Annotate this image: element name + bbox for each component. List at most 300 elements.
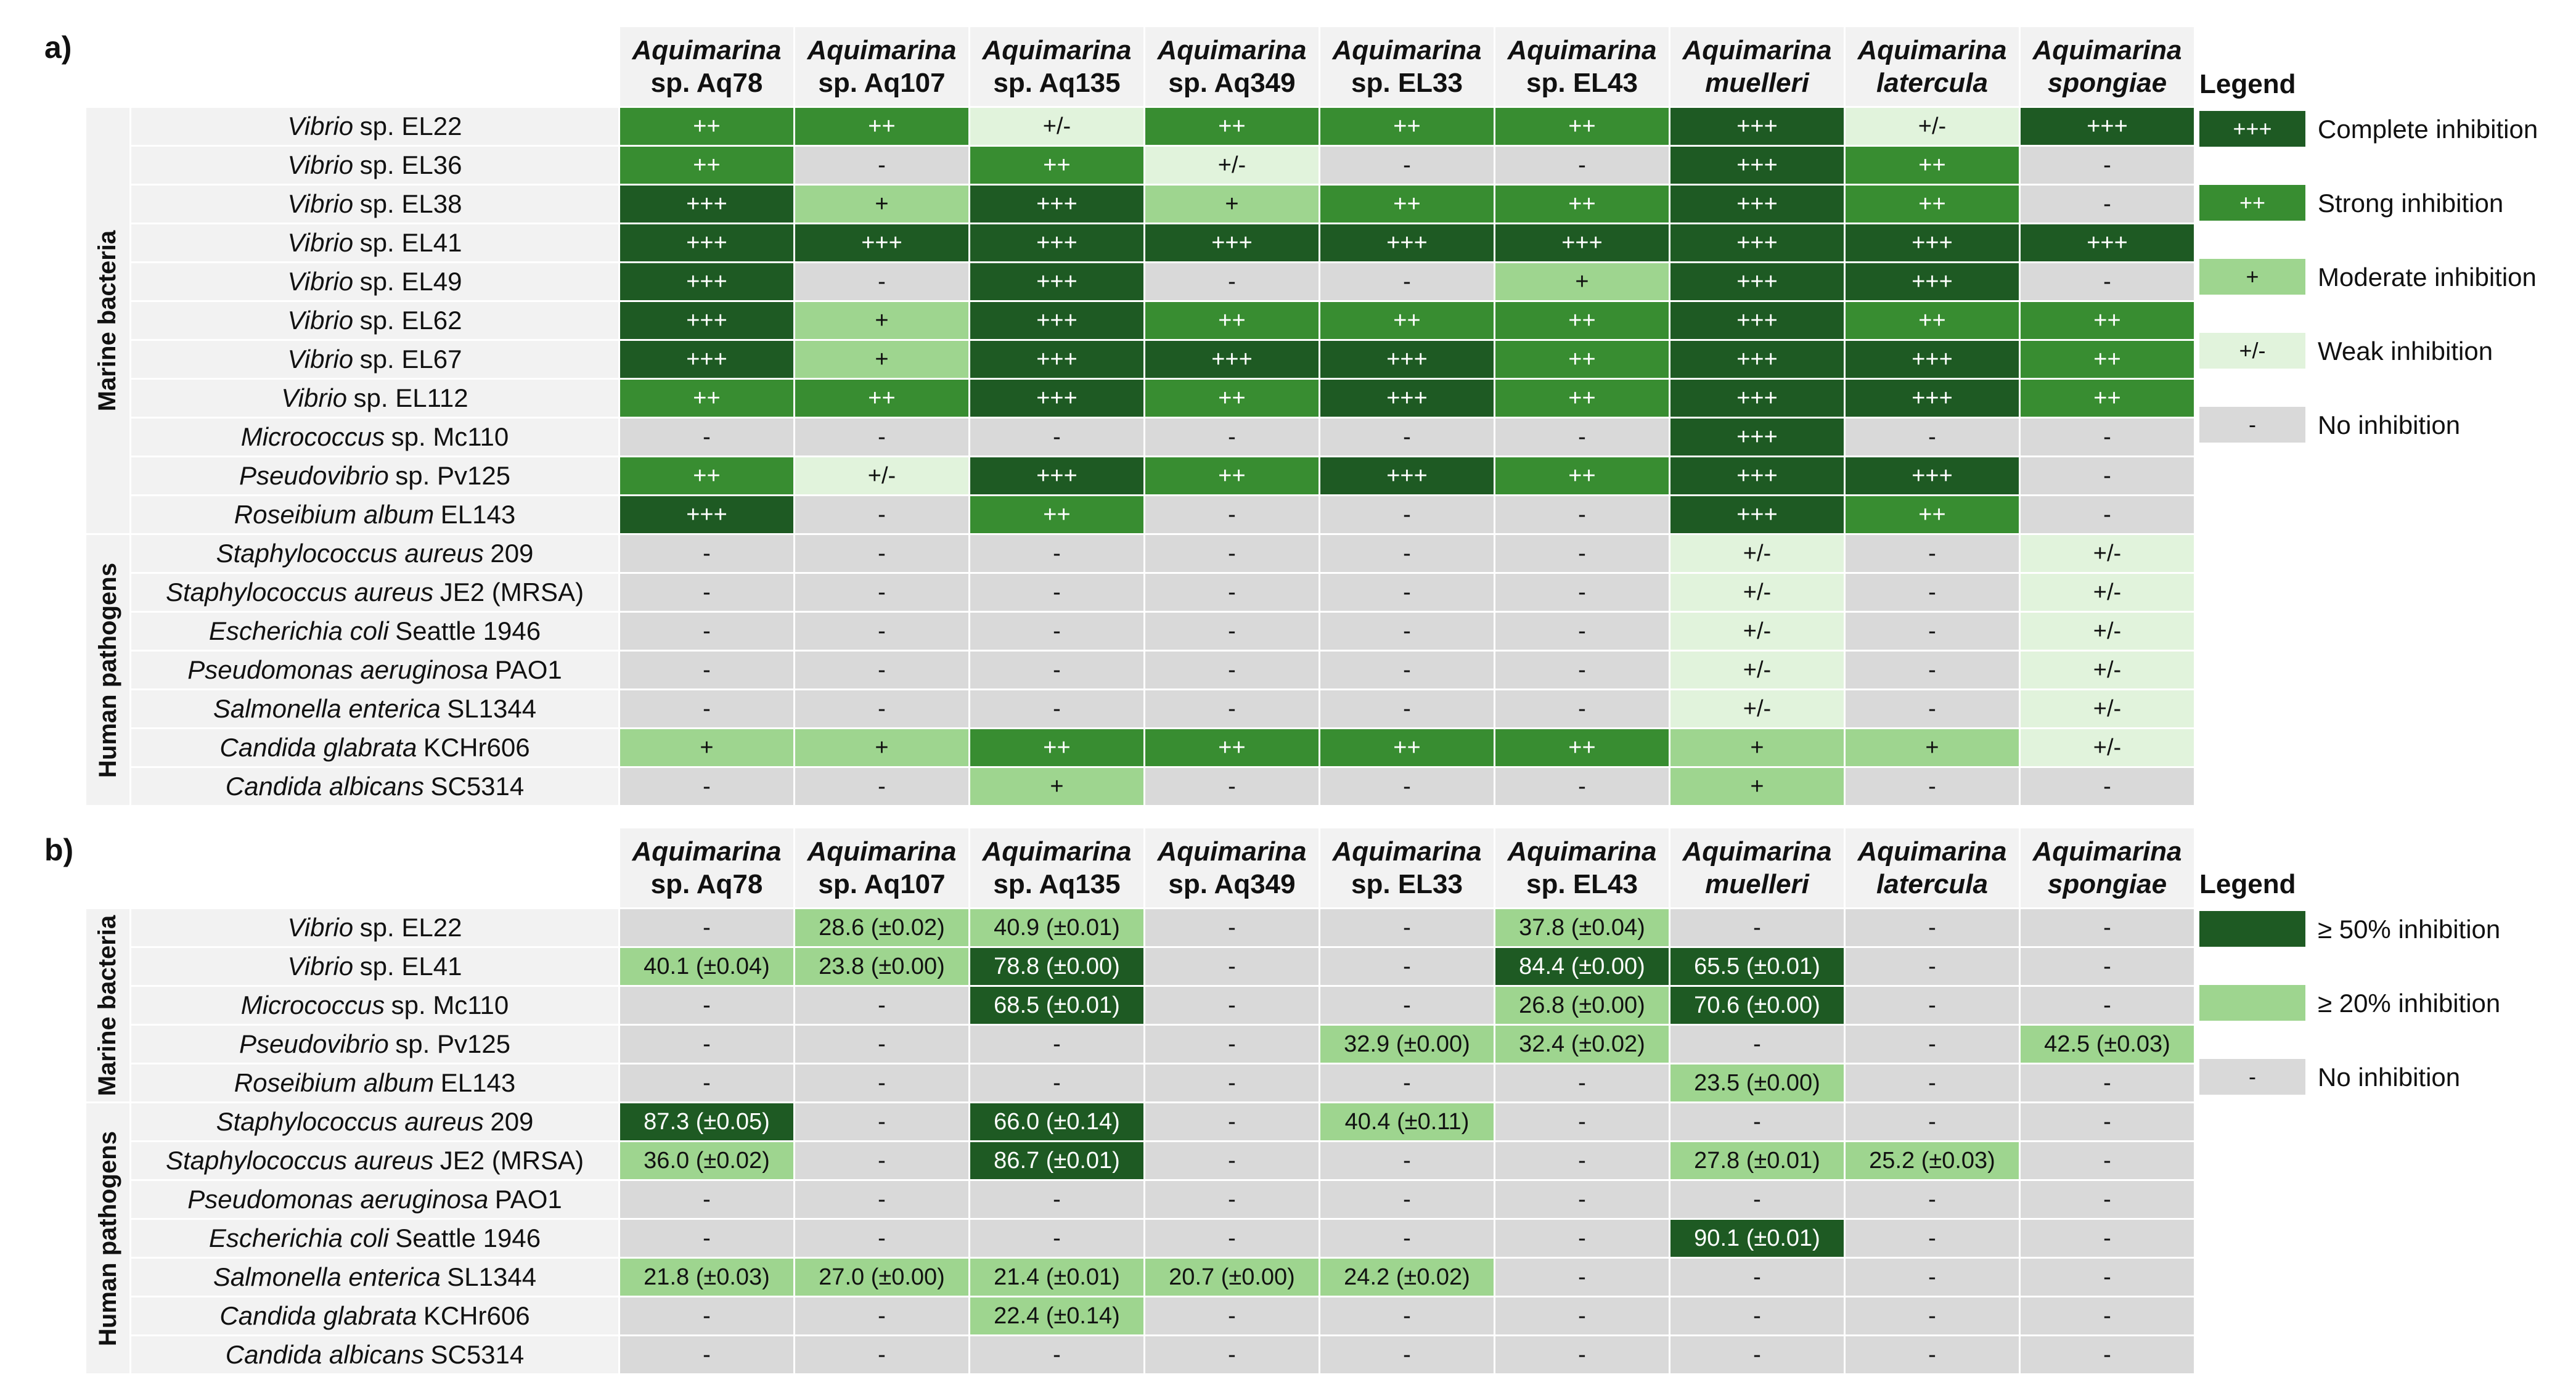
inhibition-cell: +++ <box>2021 224 2194 261</box>
inhibition-cell: - <box>2021 186 2194 223</box>
inhibition-cell: +/- <box>2021 613 2194 650</box>
row-label <box>131 948 618 985</box>
inhibition-cell: - <box>970 1336 1143 1373</box>
legend-item <box>2199 259 2537 297</box>
inhibition-cell: - <box>1495 1259 1669 1296</box>
legend-item <box>2199 407 2461 445</box>
inhibition-cell: - <box>795 987 968 1024</box>
inhibition-cell: - <box>1320 1220 1494 1257</box>
column-species: sp. EL33 <box>1351 68 1463 98</box>
inhibition-cell: +++ <box>1670 224 1844 261</box>
inhibition-cell: - <box>970 419 1143 456</box>
inhibition-cell: ++ <box>1846 147 2019 184</box>
strain-name: sp. EL41 <box>359 228 462 257</box>
legend-text: No inhibition <box>2318 1063 2461 1092</box>
organism-name: Pseudomonas aeruginosa <box>187 655 489 684</box>
inhibition-cell: +/- <box>1670 535 1844 572</box>
inhibition-cell: ++ <box>1495 380 1669 417</box>
inhibition-cell: - <box>1846 690 2019 727</box>
inhibition-cell: - <box>2021 1297 2194 1334</box>
organism-name: Pseudomonas aeruginosa <box>187 1185 489 1214</box>
inhibition-cell: - <box>795 768 968 805</box>
inhibition-cell: - <box>2021 1336 2194 1373</box>
inhibition-cell: - <box>2021 1181 2194 1218</box>
panel-a-legend <box>2199 69 2538 481</box>
legend-text: Moderate inhibition <box>2318 263 2537 292</box>
column-species: spongiae <box>2047 68 2167 98</box>
inhibition-cell: - <box>1846 1259 2019 1296</box>
inhibition-cell: 42.5 (±0.03) <box>2021 1026 2194 1063</box>
column-header <box>1670 828 1844 907</box>
legend-swatch: +++ <box>2199 111 2305 147</box>
inhibition-cell: 36.0 (±0.02) <box>620 1142 793 1179</box>
inhibition-cell: - <box>795 690 968 727</box>
inhibition-cell: - <box>1495 1103 1669 1140</box>
organism-name: Vibrio <box>287 913 354 942</box>
inhibition-cell: +++ <box>1670 263 1844 300</box>
inhibition-cell: - <box>1320 1064 1494 1101</box>
inhibition-cell: - <box>2021 1064 2194 1101</box>
inhibition-cell: +++ <box>1670 302 1844 339</box>
inhibition-cell: - <box>620 1064 793 1101</box>
inhibition-cell: - <box>795 1181 968 1218</box>
inhibition-cell: - <box>1320 1297 1494 1334</box>
row-label <box>131 909 618 946</box>
legend-item <box>2199 111 2538 149</box>
column-species: muelleri <box>1705 869 1809 899</box>
inhibition-cell: - <box>1320 419 1494 456</box>
inhibition-cell: - <box>1320 574 1494 611</box>
group-label-text: Human pathogens <box>94 1130 121 1346</box>
inhibition-cell: + <box>1670 729 1844 766</box>
legend-item <box>2199 1059 2461 1097</box>
inhibition-cell: 21.4 (±0.01) <box>970 1259 1143 1296</box>
inhibition-cell: - <box>970 652 1143 688</box>
inhibition-cell: +++ <box>1846 224 2019 261</box>
row-label <box>131 302 618 339</box>
inhibition-cell: 23.8 (±0.00) <box>795 948 968 985</box>
inhibition-cell: - <box>1495 574 1669 611</box>
inhibition-cell: ++ <box>970 729 1143 766</box>
inhibition-cell: - <box>1846 535 2019 572</box>
inhibition-cell: - <box>970 574 1143 611</box>
inhibition-cell: - <box>795 496 968 533</box>
organism-name: Micrococcus <box>240 422 385 451</box>
legend-title: Legend <box>2199 869 2296 899</box>
inhibition-cell: ++ <box>2021 302 2194 339</box>
inhibition-cell: - <box>1495 1297 1669 1334</box>
inhibition-cell: 66.0 (±0.14) <box>970 1103 1143 1140</box>
inhibition-cell: ++ <box>1495 302 1669 339</box>
inhibition-cell: + <box>795 302 968 339</box>
inhibition-cell: 24.2 (±0.02) <box>1320 1259 1494 1296</box>
inhibition-cell: - <box>1320 496 1494 533</box>
group-label <box>86 535 129 805</box>
strain-name: Seattle 1946 <box>395 1224 541 1252</box>
strain-name: sp. EL22 <box>359 112 462 141</box>
inhibition-cell: - <box>1320 535 1494 572</box>
inhibition-cell: 84.4 (±0.00) <box>1495 948 1669 985</box>
panel-b-table <box>131 828 2194 1373</box>
column-genus: Aquimarina <box>982 35 1132 65</box>
legend-item <box>2199 911 2501 949</box>
inhibition-cell: 20.7 (±0.00) <box>1145 1259 1319 1296</box>
inhibition-cell: - <box>2021 909 2194 946</box>
inhibition-cell: - <box>1145 1336 1319 1373</box>
column-genus: Aquimarina <box>2032 836 2182 867</box>
inhibition-cell: - <box>1670 1259 1844 1296</box>
inhibition-cell: - <box>1670 1181 1844 1218</box>
legend-text: ≥ 20% inhibition <box>2318 989 2501 1018</box>
column-species: sp. Aq349 <box>1168 68 1296 98</box>
inhibition-cell: +++ <box>1145 224 1319 261</box>
inhibition-cell: - <box>1145 263 1319 300</box>
legend-swatch: ++ <box>2199 185 2305 221</box>
row-label <box>131 1220 618 1257</box>
inhibition-cell: - <box>1670 1026 1844 1063</box>
inhibition-cell: - <box>2021 948 2194 985</box>
column-header <box>620 828 793 907</box>
inhibition-cell: - <box>970 613 1143 650</box>
inhibition-cell: +++ <box>1320 224 1494 261</box>
inhibition-cell: 23.5 (±0.00) <box>1670 1064 1844 1101</box>
column-genus: Aquimarina <box>2032 35 2182 65</box>
strain-name: 209 <box>490 539 534 568</box>
inhibition-cell: - <box>620 1336 793 1373</box>
inhibition-cell: ++ <box>1145 457 1319 494</box>
column-header <box>1846 27 2019 106</box>
inhibition-cell: +++ <box>970 263 1143 300</box>
strain-name: sp. EL38 <box>359 189 462 218</box>
inhibition-cell: - <box>1145 1181 1319 1218</box>
inhibition-cell: ++ <box>795 380 968 417</box>
inhibition-cell: - <box>1145 419 1319 456</box>
inhibition-cell: +++ <box>1846 457 2019 494</box>
inhibition-cell: + <box>1495 263 1669 300</box>
inhibition-cell: ++ <box>2021 380 2194 417</box>
group-label <box>86 108 129 533</box>
inhibition-cell: +/- <box>1670 613 1844 650</box>
strain-name: PAO1 <box>494 655 562 684</box>
strain-name: sp. EL36 <box>359 150 462 179</box>
inhibition-cell: - <box>1846 768 2019 805</box>
inhibition-cell: 90.1 (±0.01) <box>1670 1220 1844 1257</box>
row-label <box>131 380 618 417</box>
row-label <box>131 652 618 688</box>
inhibition-cell: - <box>620 419 793 456</box>
inhibition-cell: 22.4 (±0.14) <box>970 1297 1143 1334</box>
panel-b-legend <box>2199 869 2501 1133</box>
inhibition-cell: - <box>2021 768 2194 805</box>
inhibition-cell: +++ <box>620 263 793 300</box>
inhibition-cell: 26.8 (±0.00) <box>1495 987 1669 1024</box>
inhibition-cell: - <box>795 1220 968 1257</box>
column-header <box>1145 828 1319 907</box>
inhibition-cell: ++ <box>620 108 793 145</box>
inhibition-cell: +++ <box>1320 457 1494 494</box>
column-genus: Aquimarina <box>1157 35 1307 65</box>
inhibition-cell: - <box>1846 948 2019 985</box>
legend-text: ≥ 50% inhibition <box>2318 915 2501 944</box>
inhibition-cell: - <box>1670 909 1844 946</box>
inhibition-cell: - <box>1145 768 1319 805</box>
inhibition-cell: - <box>795 652 968 688</box>
inhibition-cell: - <box>620 690 793 727</box>
inhibition-cell: - <box>1670 1103 1844 1140</box>
column-header <box>2021 828 2194 907</box>
inhibition-cell: + <box>1670 768 1844 805</box>
inhibition-cell: 40.9 (±0.01) <box>970 909 1143 946</box>
column-species: sp. EL33 <box>1351 869 1463 899</box>
inhibition-cell: - <box>795 263 968 300</box>
inhibition-cell: - <box>1495 1064 1669 1101</box>
column-header <box>1320 27 1494 106</box>
organism-name: Staphylococcus aureus <box>216 1107 484 1136</box>
inhibition-cell: +/- <box>795 457 968 494</box>
inhibition-cell: - <box>1320 987 1494 1024</box>
inhibition-cell: 32.4 (±0.02) <box>1495 1026 1669 1063</box>
group-label <box>86 1103 129 1373</box>
strain-name: EL143 <box>440 1068 516 1097</box>
column-header <box>1320 828 1494 907</box>
organism-name: Candida albicans <box>225 772 424 801</box>
inhibition-cell: 68.5 (±0.01) <box>970 987 1143 1024</box>
inhibition-cell: - <box>1320 1142 1494 1179</box>
column-genus: Aquimarina <box>1332 836 1482 867</box>
organism-name: Vibrio <box>287 952 354 981</box>
row-label <box>131 1297 618 1334</box>
inhibition-cell: + <box>795 341 968 378</box>
inhibition-cell: +/- <box>1670 574 1844 611</box>
legend-swatch: + <box>2199 259 2305 295</box>
inhibition-cell: - <box>1495 690 1669 727</box>
inhibition-cell: ++ <box>1320 302 1494 339</box>
inhibition-cell: ++ <box>1846 496 2019 533</box>
inhibition-cell: - <box>2021 263 2194 300</box>
inhibition-cell: 70.6 (±0.00) <box>1670 987 1844 1024</box>
column-genus: Aquimarina <box>1857 836 2007 867</box>
inhibition-cell: - <box>1320 652 1494 688</box>
organism-name: Vibrio <box>287 150 354 179</box>
legend-item <box>2199 185 2504 223</box>
inhibition-cell: 37.8 (±0.04) <box>1495 909 1669 946</box>
inhibition-cell: +++ <box>970 457 1143 494</box>
inhibition-cell: - <box>1495 1181 1669 1218</box>
strain-name: sp. Pv125 <box>395 1029 511 1058</box>
inhibition-cell: 28.6 (±0.02) <box>795 909 968 946</box>
inhibition-cell: - <box>1320 147 1494 184</box>
organism-name: Vibrio <box>287 267 354 296</box>
inhibition-cell: - <box>1495 496 1669 533</box>
inhibition-cell: - <box>1320 1336 1494 1373</box>
inhibition-cell: - <box>795 1026 968 1063</box>
legend-swatch <box>2199 985 2305 1021</box>
inhibition-cell: - <box>2021 1103 2194 1140</box>
inhibition-cell: - <box>2021 457 2194 494</box>
inhibition-cell: +++ <box>1670 457 1844 494</box>
inhibition-cell: - <box>1145 496 1319 533</box>
column-genus: Aquimarina <box>982 836 1132 867</box>
inhibition-cell: - <box>1495 613 1669 650</box>
legend-item <box>2199 333 2493 371</box>
strain-name: Seattle 1946 <box>395 616 541 645</box>
inhibition-cell: +++ <box>970 341 1143 378</box>
inhibition-cell: - <box>1495 1142 1669 1179</box>
inhibition-cell: 27.8 (±0.01) <box>1670 1142 1844 1179</box>
legend-text: Strong inhibition <box>2318 189 2504 218</box>
inhibition-cell: +++ <box>1846 341 2019 378</box>
inhibition-cell: +/- <box>2021 535 2194 572</box>
panel-a-label: a) <box>44 30 72 65</box>
inhibition-cell: - <box>2021 419 2194 456</box>
column-genus: Aquimarina <box>1507 836 1657 867</box>
column-genus: Aquimarina <box>807 836 957 867</box>
strain-name: EL143 <box>440 500 516 529</box>
column-genus: Aquimarina <box>1857 35 2007 65</box>
organism-name: Candida glabrata <box>219 733 417 762</box>
inhibition-cell: - <box>970 1220 1143 1257</box>
row-label <box>131 147 618 184</box>
inhibition-cell: - <box>2021 1220 2194 1257</box>
organism-name: Escherichia coli <box>208 1224 389 1252</box>
inhibition-cell: - <box>620 574 793 611</box>
row-label <box>131 535 618 572</box>
organism-name: Vibrio <box>287 189 354 218</box>
inhibition-cell: - <box>1846 909 2019 946</box>
inhibition-cell: - <box>1145 987 1319 1024</box>
inhibition-cell: 40.1 (±0.04) <box>620 948 793 985</box>
inhibition-cell: ++ <box>1495 341 1669 378</box>
inhibition-cell: - <box>1495 1336 1669 1373</box>
column-species: sp. Aq135 <box>993 68 1121 98</box>
inhibition-cell: +/- <box>2021 574 2194 611</box>
inhibition-cell: - <box>1145 613 1319 650</box>
strain-name: sp. EL22 <box>359 913 462 942</box>
strain-name: SC5314 <box>430 772 525 801</box>
inhibition-cell: +/- <box>2021 652 2194 688</box>
column-header <box>970 27 1143 106</box>
inhibition-cell: - <box>620 1220 793 1257</box>
organism-name: Vibrio <box>287 112 354 141</box>
inhibition-cell: - <box>1846 1297 2019 1334</box>
inhibition-cell: ++ <box>1495 108 1669 145</box>
inhibition-cell: - <box>1320 263 1494 300</box>
inhibition-cell: +++ <box>1670 186 1844 223</box>
column-header <box>795 27 968 106</box>
legend-swatch <box>2199 911 2305 947</box>
inhibition-cell: ++ <box>1495 729 1669 766</box>
inhibition-cell: - <box>1145 1064 1319 1101</box>
inhibition-cell: - <box>620 1026 793 1063</box>
strain-name: SL1344 <box>447 694 537 723</box>
panel-b-label: b) <box>44 833 74 867</box>
column-species: latercula <box>1876 869 1988 899</box>
strain-name: sp. EL112 <box>353 383 468 412</box>
row-label <box>131 1103 618 1140</box>
inhibition-cell: + <box>620 729 793 766</box>
inhibition-cell: - <box>970 1181 1143 1218</box>
table-corner <box>131 828 618 907</box>
inhibition-cell: 65.5 (±0.01) <box>1670 948 1844 985</box>
inhibition-cell: ++ <box>1320 108 1494 145</box>
inhibition-cell: +/- <box>1670 690 1844 727</box>
inhibition-cell: - <box>1145 909 1319 946</box>
inhibition-cell: - <box>795 1103 968 1140</box>
inhibition-cell: 40.4 (±0.11) <box>1320 1103 1494 1140</box>
inhibition-cell: +/- <box>2021 690 2194 727</box>
inhibition-cell: - <box>1320 909 1494 946</box>
inhibition-cell: - <box>1495 419 1669 456</box>
inhibition-cell: - <box>620 652 793 688</box>
strain-name: sp. EL49 <box>359 267 462 296</box>
inhibition-cell: - <box>795 1064 968 1101</box>
column-header <box>1846 828 2019 907</box>
strain-name: sp. Pv125 <box>395 461 511 490</box>
inhibition-cell: - <box>970 690 1143 727</box>
strain-name: sp. EL67 <box>359 345 462 374</box>
inhibition-cell: +++ <box>1320 380 1494 417</box>
organism-name: Micrococcus <box>240 991 385 1019</box>
row-label <box>131 1259 618 1296</box>
inhibition-cell: ++ <box>620 380 793 417</box>
inhibition-cell: ++ <box>1320 729 1494 766</box>
inhibition-cell: - <box>1495 1220 1669 1257</box>
inhibition-cell: - <box>1145 1220 1319 1257</box>
inhibition-cell: +++ <box>1145 341 1319 378</box>
inhibition-cell: +++ <box>1846 263 2019 300</box>
inhibition-cell: - <box>970 1064 1143 1101</box>
inhibition-cell: ++ <box>1846 302 2019 339</box>
inhibition-cell: - <box>795 1336 968 1373</box>
inhibition-cell: - <box>1145 948 1319 985</box>
row-label <box>131 1026 618 1063</box>
inhibition-cell: ++ <box>620 457 793 494</box>
column-genus: Aquimarina <box>1332 35 1482 65</box>
row-label <box>131 1064 618 1101</box>
inhibition-cell: - <box>1846 1181 2019 1218</box>
inhibition-cell: - <box>1495 147 1669 184</box>
group-label-text: Marine bacteria <box>94 230 121 411</box>
strain-name: 209 <box>490 1107 534 1136</box>
column-species: latercula <box>1876 68 1988 98</box>
strain-name: sp. EL62 <box>359 306 462 335</box>
column-genus: Aquimarina <box>632 836 782 867</box>
column-genus: Aquimarina <box>807 35 957 65</box>
inhibition-cell: +++ <box>620 186 793 223</box>
row-label <box>131 613 618 650</box>
column-species: sp. Aq107 <box>818 869 946 899</box>
inhibition-cell: - <box>1320 613 1494 650</box>
organism-name: Pseudovibrio <box>239 1029 389 1058</box>
column-genus: Aquimarina <box>1157 836 1307 867</box>
row-label <box>131 1142 618 1179</box>
inhibition-cell: +++ <box>970 224 1143 261</box>
row-label <box>131 457 618 494</box>
inhibition-cell: - <box>1846 419 2019 456</box>
inhibition-cell: - <box>1320 1181 1494 1218</box>
strain-name: sp. EL41 <box>359 952 462 981</box>
inhibition-cell: ++ <box>970 147 1143 184</box>
inhibition-cell: - <box>1145 1103 1319 1140</box>
inhibition-cell: +++ <box>1670 108 1844 145</box>
row-label <box>131 1181 618 1218</box>
strain-name: JE2 (MRSA) <box>440 578 584 607</box>
inhibition-cell: - <box>795 419 968 456</box>
inhibition-cell: - <box>795 147 968 184</box>
column-genus: Aquimarina <box>1682 836 1832 867</box>
row-label <box>131 1336 618 1373</box>
inhibition-cell: +++ <box>1670 419 1844 456</box>
